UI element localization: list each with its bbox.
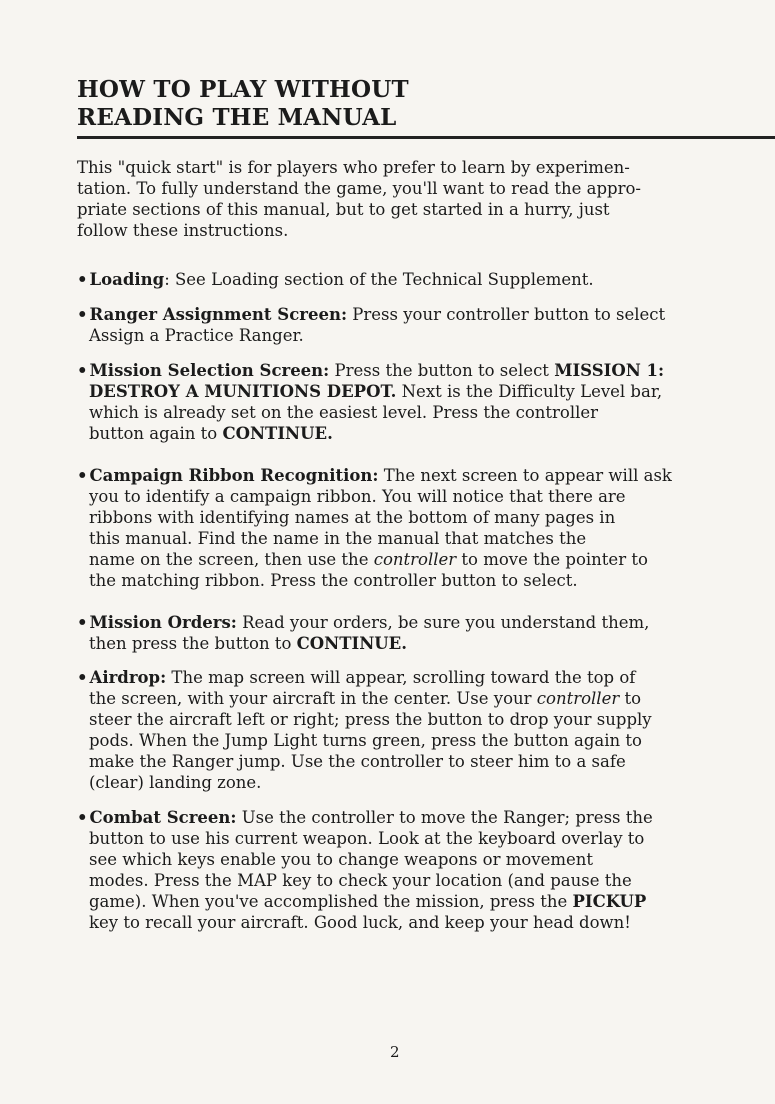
item-airdrop: • Airdrop: The map screen will appear, scrolling toward the top of the screen, with your aircraft in the center. Use your controller to steer the aircraft left or right; press the button to drop your supply pods. When the Jump Light turns green, press the button again to make the Ranger jump. Use the controller to steer him to a safe (clear) landing zone.	[77, 668, 652, 792]
bullet: •	[77, 808, 88, 827]
item-loading: • Loading: See Loading section of the Technical Supplement.	[77, 270, 594, 289]
bullet: •	[77, 305, 88, 324]
item-mission-orders: • Mission Orders: Read your orders, be sure you understand them, then press the button to CONTINUE.	[77, 613, 650, 653]
item-label: Ranger Assignment Screen:	[89, 305, 348, 324]
intro-line: This "quick start" is for players who prefer to learn by experimen-	[77, 158, 630, 177]
item-label: Loading	[89, 270, 165, 289]
intro-line: tation. To fully understand the game, you'll want to read the appro-	[77, 179, 641, 198]
page-number: 2	[390, 1043, 400, 1061]
item-label: Mission Orders:	[89, 613, 237, 632]
heading-rule	[77, 136, 775, 139]
heading-line-2: READING THE MANUAL	[77, 104, 397, 131]
intro-line: priate sections of this manual, but to get started in a hurry, just	[77, 200, 610, 219]
item-campaign-ribbon: • Campaign Ribbon Recognition: The next screen to appear will ask you to identify a campaign ribbon. You will notice that there are ribbons with identifying names at the bottom of many pages in this manual. Find the name in the manual that matches the name on the screen, then use the controller to move the pointer to the matching ribbon. Press the controller button to select.	[77, 466, 672, 590]
bullet: •	[77, 668, 88, 687]
item-label: Mission Selection Screen:	[89, 361, 330, 380]
bullet: •	[77, 361, 88, 380]
item-mission-selection: • Mission Selection Screen: Press the button to select MISSION 1: DESTROY A MUNITIONS DEPOT. Next is the Difficulty Level bar, which is already set on the easiest level. Press the controller button again to CONTINUE.	[77, 361, 665, 443]
bullet: •	[77, 613, 88, 632]
intro-paragraph	[77, 157, 717, 241]
item-label: Campaign Ribbon Recognition:	[89, 466, 379, 485]
item-label: Combat Screen:	[89, 808, 237, 827]
item-combat-screen: • Combat Screen: Use the controller to move the Ranger; press the button to use his current weapon. Look at the keyboard overlay to see which keys enable you to change weapons or movement modes. Press the MAP key to check your location (and pause the game). When you've accomplished the mission, press the PICKUP key to recall your aircraft. Good luck, and keep your head down!	[77, 808, 653, 932]
item-label: Airdrop:	[89, 668, 167, 687]
page-heading	[77, 76, 497, 132]
bullet: •	[77, 466, 88, 485]
item-ranger-assignment: • Ranger Assignment Screen: Press your controller button to select Assign a Practice Ranger.	[77, 305, 666, 345]
bullet: •	[77, 270, 88, 289]
heading-line-1: HOW TO PLAY WITHOUT	[77, 76, 409, 103]
intro-line: follow these instructions.	[77, 221, 289, 240]
